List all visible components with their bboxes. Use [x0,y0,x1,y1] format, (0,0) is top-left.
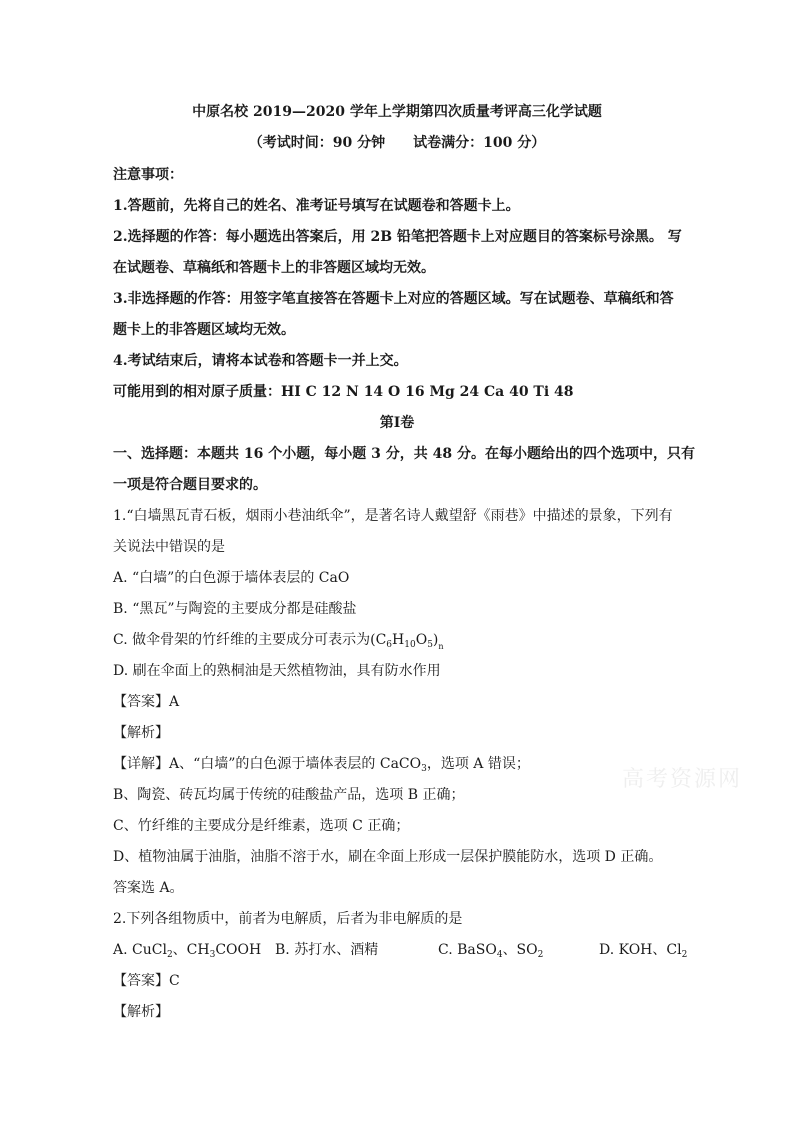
q1-stem-a: 1.“白墙黑瓦青石板，烟雨小巷油纸伞”，是著名诗人戴望舒《雨巷》中描述的景象，下列有 [113,508,673,524]
q1-detail-b: B、陶瓷、砖瓦均属于传统的硅酸盐产品，选项 B 正确； [113,787,465,803]
exam-info [0,134,794,152]
q1-answer: 【答案】A [113,694,180,710]
q2-option-a: A. CuCl$_2$、$CH_3COOH$ [113,942,262,960]
note-item-4: 4.考试结束后，请将本试卷和答题卡一并上交。 [113,353,408,369]
q2-stem: 2.下列各组物质中，前者为电解质，后者为非电解质的是 [113,911,463,927]
q2-option-b: B. 苏打水、酒精 [275,942,379,958]
exam-title: 中原名校 2019—2020 学年上学期第四次质量考评高三化学试题 [192,104,602,120]
q1-option-c: C. 做伞骨架的竹纤维的主要成分可表示为$(C_6H_{10}O_5)_n$ [113,632,444,651]
exam-time: （考试时间：90 分钟 [248,135,386,151]
note-item-3b: 题卡上的非答题区域均无效。 [113,322,295,338]
section1-heading-a: 一、选择题：本题共 16 个小题，每小题 3 分，共 48 分。在每小题给出的四个选项中，只有 [113,446,695,462]
q2-analysis: 【解析】 [113,1004,169,1020]
q1-stem-b: 关说法中错误的是 [113,539,225,555]
q1-detail-d: D、植物油属于油脂，油脂不溶于水，刷在伞面上形成一层保护膜能防水，选项 D 正确。 [113,849,663,865]
q1-detail: 【详解】A、“白墙”的白色源于墙体表层的 CaCO$_3$，选项 A 错误； [113,756,530,774]
q1-analysis: 【解析】 [113,725,169,741]
note-item-2a: 2.选择题的作答：每小题选出答案后，用 2B 铅笔把答题卡上对应题目的答案标号涂黑。 写 [113,229,682,245]
q2-answer: 【答案】C [113,973,180,989]
q1-detail-c: C、竹纤维的主要成分是纤维素，选项 C 正确； [113,818,410,834]
volume-title: 第Ⅰ卷 [379,415,415,431]
note-item-1: 1.答题前，先将自己的姓名、准考证号填写在试题卷和答题卡上。 [113,198,520,214]
note-item-2b: 在试题卷、草稿纸和答题卡上的非答题区域均无效。 [113,260,435,276]
q2-options [113,941,687,964]
q2-option-d: D. KOH、$Cl_2$ [599,942,688,960]
exam-score: 试卷满分：100 分） [413,135,546,151]
notes-heading: 注意事项： [113,167,183,183]
q1-option-b: B. “黑瓦”与陶瓷的主要成分都是硅酸盐 [113,601,357,617]
note-item-3a: 3.非选择题的作答：用签字笔直接答在答题卡上对应的答题区域。写在试题卷、草稿纸和答 [113,291,674,307]
watermark: 高考资源网 [622,767,743,792]
section1-heading-b: 一项是符合题目要求的。 [113,477,267,493]
q1-option-d: D. 刷在伞面上的熟桐油是天然植物油，具有防水作用 [113,663,441,679]
q1-conclusion: 答案选 A。 [113,880,184,896]
q1-option-a: A. “白墙”的白色源于墙体表层的 CaO [113,570,350,586]
q2-option-c: C. BaSO$_4$、$SO_2$ [438,942,544,960]
atomic-masses: 可能用到的相对原子质量：HI C 12 N 14 O 16 Mg 24 Ca 40 Ti 48 [113,384,574,400]
